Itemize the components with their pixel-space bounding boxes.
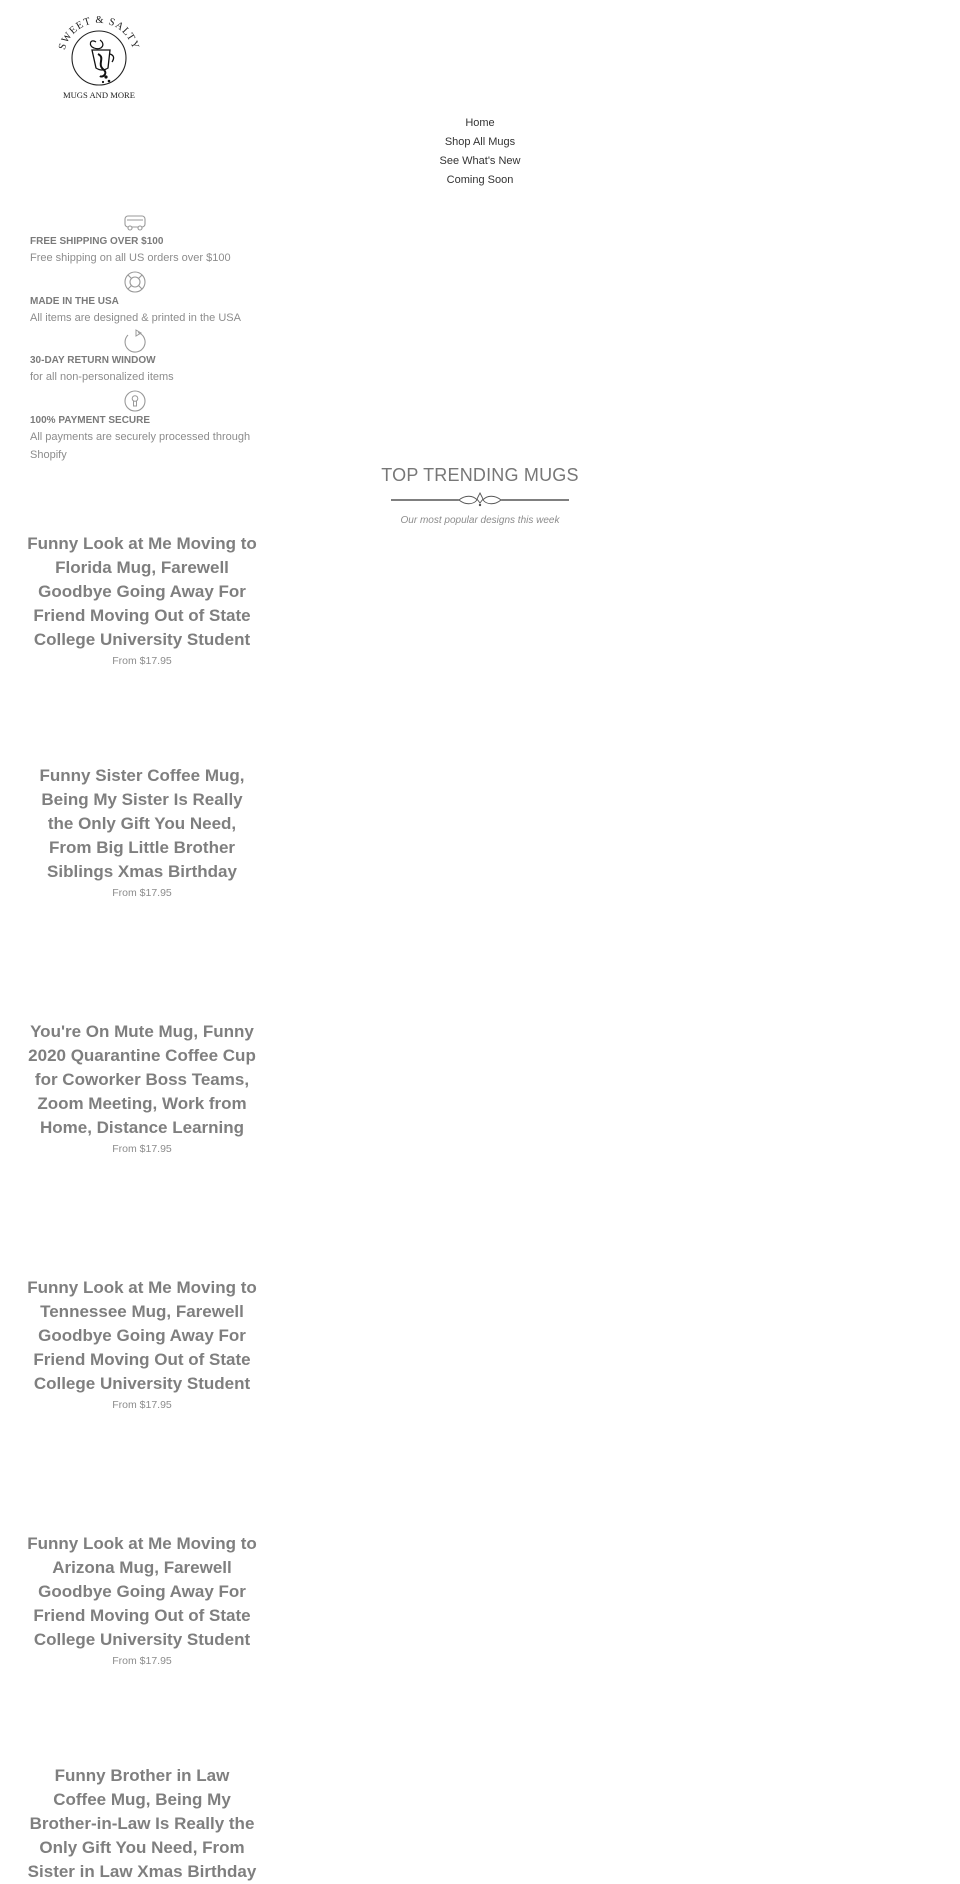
product-card[interactable] xyxy=(27,532,257,764)
feature-title: 30-DAY RETURN WINDOW xyxy=(30,355,156,366)
lock-icon xyxy=(122,389,148,413)
feature-text: All items are designed & printed in the USA xyxy=(30,311,241,324)
main-nav xyxy=(0,114,960,190)
store-logo[interactable] xyxy=(54,14,144,100)
feature-made-in-usa xyxy=(30,270,270,330)
feature-text: Free shipping on all US orders over $100 xyxy=(30,252,231,264)
section-subtitle: Our most popular designs this week xyxy=(400,515,560,526)
product-card[interactable] xyxy=(27,1532,257,1764)
nav-shop-all-mugs[interactable]: Shop All Mugs xyxy=(444,136,516,148)
product-card[interactable] xyxy=(27,1020,257,1276)
feature-title: MADE IN THE USA xyxy=(30,295,119,307)
logo-top-text: SWEET & SALTY xyxy=(57,14,141,52)
ornament-divider-icon xyxy=(389,491,571,509)
feature-return-window xyxy=(30,329,270,389)
product-price: From $17.95 xyxy=(112,655,172,667)
product-title[interactable]: Funny Look at Me Moving to Arizona Mug, Farewell Goodbye Going Away For Friend Moving Out of State College University Student xyxy=(27,1534,257,1649)
product-price: From $17.95 xyxy=(112,1655,172,1667)
product-price: From $17.95 xyxy=(112,1399,172,1411)
section-title: TOP TRENDING MUGS xyxy=(381,465,579,485)
product-price: From $17.95 xyxy=(112,887,172,899)
nav-see-whats-new[interactable]: See What's New xyxy=(439,155,521,167)
product-title[interactable]: Funny Look at Me Moving to Tennessee Mug, Farewell Goodbye Going Away For Friend Moving Out of State College University Student xyxy=(27,1278,257,1393)
feature-title: FREE SHIPPING OVER $100 xyxy=(30,236,164,247)
logo-bottom-text: MUGS AND MORE xyxy=(62,90,136,100)
product-card[interactable] xyxy=(27,1276,257,1532)
refresh-icon xyxy=(122,329,148,353)
truck-icon xyxy=(122,210,148,234)
feature-text: for all non-personalized items xyxy=(30,371,174,383)
svg-text:SWEET & SALTY xyxy=(57,15,141,51)
nav-coming-soon[interactable]: Coming Soon xyxy=(446,174,514,186)
product-title[interactable]: You're On Mute Mug, Funny 2020 Quarantine Coffee Cup for Coworker Boss Teams, Zoom Meeting, Work from Home, Distance Learning xyxy=(28,1022,256,1137)
feature-list xyxy=(30,210,270,461)
product-title[interactable]: Funny Sister Coffee Mug, Being My Sister Is Really the Only Gift You Need, From Big Little Brother Siblings Xmas Birthday xyxy=(39,766,245,881)
product-card[interactable] xyxy=(27,764,257,1020)
product-card[interactable] xyxy=(27,1764,257,1884)
feature-text: All payments are securely processed through Shopify xyxy=(30,430,251,461)
feature-free-shipping xyxy=(30,210,270,270)
feature-title: 100% PAYMENT SECURE xyxy=(30,414,151,426)
product-title[interactable]: Funny Look at Me Moving to Florida Mug, Farewell Goodbye Going Away For Friend Moving Out of State College University Student xyxy=(27,534,257,649)
product-list xyxy=(27,532,257,1884)
feature-payment-secure xyxy=(30,389,270,461)
trending-section-header xyxy=(0,463,960,528)
nav-home[interactable]: Home xyxy=(465,117,495,129)
product-title[interactable]: Funny Brother in Law Coffee Mug, Being My Brother-in-Law Is Really the Only Gift You Need, From Sister in Law Xmas Birthday xyxy=(27,1766,257,1881)
product-price: From $17.95 xyxy=(112,1143,172,1155)
lifebuoy-icon xyxy=(122,270,148,294)
